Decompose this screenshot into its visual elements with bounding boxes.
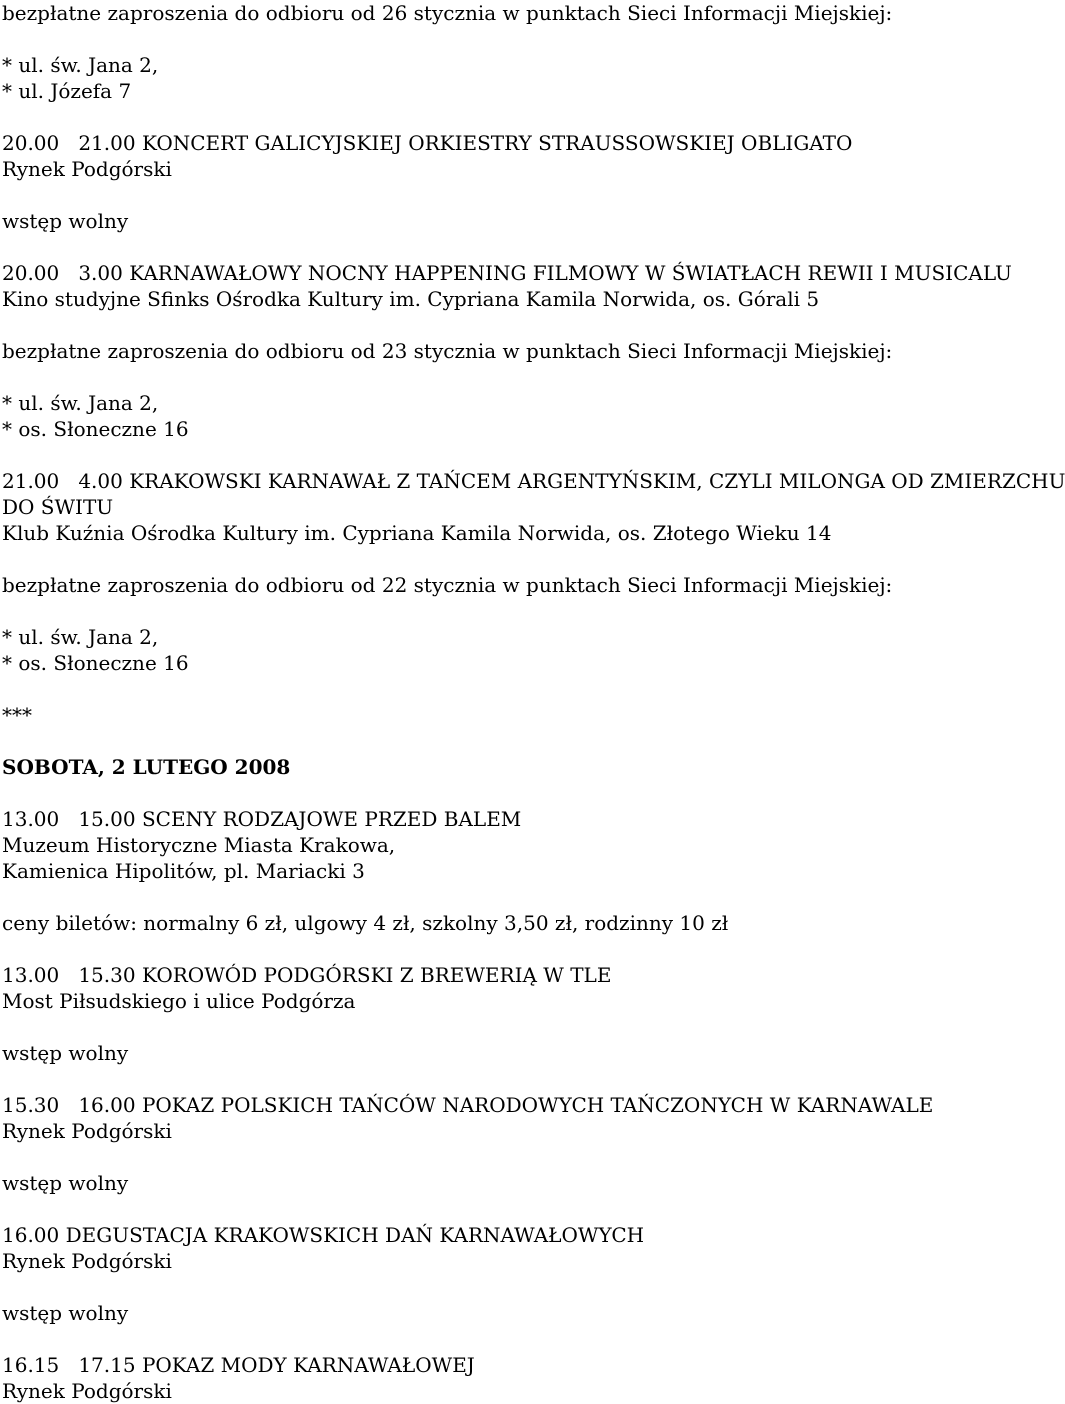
text-line: * ul. św. Jana 2, (2, 391, 159, 415)
paragraph-gap (2, 884, 958, 910)
text-line: Muzeum Historyczne Miasta Krakowa, (2, 833, 396, 857)
text-line: 16.00 DEGUSTACJA KRAKOWSKICH DAŃ KARNAWAŁOWYCH (2, 1223, 645, 1247)
paragraph-gap (2, 364, 958, 390)
paragraph-gap (2, 182, 958, 208)
paragraph-gap (2, 104, 958, 130)
text-line: bezpłatne zaproszenia do odbioru od 22 stycznia w punktach Sieci Informacji Miejskiej: (2, 573, 893, 597)
document-page (2, 0, 1065, 1404)
text-line: wstęp wolny (2, 1301, 129, 1325)
paragraph-gap (2, 442, 958, 468)
text-line: * ul. Józefa 7 (2, 79, 132, 103)
text-line: Most Piłsudskiego i ulice Podgórza (2, 989, 356, 1013)
text-line: Kino studyjne Sfinks Ośrodka Kultury im. Cypriana Kamila Norwida, os. Górali 5 (2, 287, 820, 311)
text-line: 20.00 3.00 KARNAWAŁOWY NOCNY HAPPENING FILMOWY W ŚWIATŁACH REWII I MUSICALU (2, 261, 1012, 285)
text-line: ceny biletów: normalny 6 zł, ulgowy 4 zł, szkolny 3,50 zł, rodzinny 10 zł (2, 911, 729, 935)
paragraph-gap (2, 1144, 958, 1170)
paragraph-gap (2, 234, 958, 260)
text-line: bezpłatne zaproszenia do odbioru od 26 stycznia w punktach Sieci Informacji Miejskiej: (2, 1, 893, 25)
text-line: Rynek Podgórski (2, 157, 172, 181)
text-line: wstęp wolny (2, 209, 129, 233)
text-line: Rynek Podgórski (2, 1119, 172, 1143)
text-line: Rynek Podgórski (2, 1379, 172, 1403)
text-line: Kamienica Hipolitów, pl. Mariacki 3 (2, 859, 365, 883)
text-line: * os. Słoneczne 16 (2, 651, 189, 675)
text-line: * ul. św. Jana 2, (2, 53, 159, 77)
text-line: wstęp wolny (2, 1171, 129, 1195)
text-line: 16.15 17.15 POKAZ MODY KARNAWAŁOWEJ (2, 1353, 475, 1377)
text-line: Rynek Podgórski (2, 1249, 172, 1273)
paragraph-gap (2, 1066, 958, 1092)
text-line: 21.00 4.00 KRAKOWSKI KARNAWAŁ Z TAŃCEM ARGENTYŃSKIM, CZYLI MILONGA OD ZMIERZCHU (2, 469, 1065, 493)
text-line: 13.00 15.00 SCENY RODZAJOWE PRZED BALEM (2, 807, 522, 831)
paragraph-gap (2, 598, 958, 624)
paragraph-gap (2, 936, 958, 962)
text-line: 13.00 15.30 KOROWÓD PODGÓRSKI Z BREWERIĄ W TLE (2, 963, 612, 987)
paragraph-gap (2, 312, 958, 338)
text-line: Klub Kuźnia Ośrodka Kultury im. Cypriana Kamila Norwida, os. Złotego Wieku 14 (2, 521, 832, 545)
paragraph-gap (2, 1196, 958, 1222)
text-line: *** (2, 703, 32, 727)
text-line: * ul. św. Jana 2, (2, 625, 159, 649)
text-line: bezpłatne zaproszenia do odbioru od 23 stycznia w punktach Sieci Informacji Miejskiej: (2, 339, 893, 363)
paragraph-gap (2, 1274, 958, 1300)
text-line: DO ŚWITU (2, 495, 114, 519)
paragraph-gap (2, 1014, 958, 1040)
paragraph-gap (2, 1326, 958, 1352)
paragraph-gap (2, 676, 958, 702)
text-line: wstęp wolny (2, 1041, 129, 1065)
paragraph-gap (2, 546, 958, 572)
paragraph-gap (2, 728, 958, 754)
text-line: * os. Słoneczne 16 (2, 417, 189, 441)
paragraph-gap (2, 780, 958, 806)
date-heading: SOBOTA, 2 LUTEGO 2008 (2, 755, 291, 779)
text-line: 20.00 21.00 KONCERT GALICYJSKIEJ ORKIESTRY STRAUSSOWSKIEJ OBLIGATO (2, 131, 853, 155)
text-line: 15.30 16.00 POKAZ POLSKICH TAŃCÓW NARODOWYCH TAŃCZONYCH W KARNAWALE (2, 1093, 934, 1117)
paragraph-gap (2, 26, 958, 52)
